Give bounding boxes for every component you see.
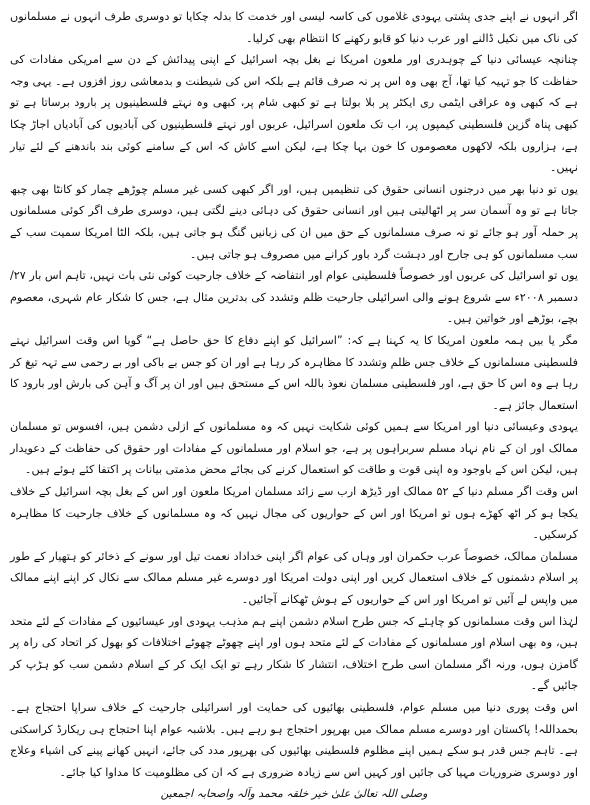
paragraph: مسلمان ممالک، خصوصاً عرب حکمران اور وہاں کی عوام اگر اپنی خداداد نعمت تیل اور سونے کے ذخائر کو ہتھیار کے طور پر اسلام دشمنوں کے خلاف استعمال کریں اور اپنی دولت امریکا اور دوسرے غیر مسلم ممالک سے نکال کر اپنے اپنے ممالک میں واپس لے آئیں تو امریکا اور اس کے حواریوں کے ہوش ٹھکانے آجائیں۔ (10, 549, 578, 607)
paragraph: یہودی وعیسائی دنیا اور امریکا سے ہمیں کوئی شکایت نہیں کہ وہ مسلمانوں کے ازلی دشمن ہیں، افسوس تو مسلمان ممالک اور ان کے نام نہاد مسلم سربراہوں پر ہے، جو اسلام اور مسلمانوں کے مفادات اور حقوق کی حفاظت کے دعویدار ہیں، لیکن اس کے باوجود وہ اپنی قوت و طاقت کو استعمال کرنے کی بجائے محض مذمتی بیانات پر اکتفا کئے ہوئے ہیں۔ (10, 420, 578, 477)
paragraph: اگر انہوں نے اپنے جدی پشتی یہودی غلاموں کی کاسہ لیسی اور خدمت کا بدلہ چکایا تو دوسری طرف انہوں نے مسلمانوں کی ناک میں نکیل ڈالنے اور عرب دنیا کو قابو رکھنے کا انتظام بھی کرلیا۔ (10, 10, 578, 45)
paragraph: اس وقت پوری دنیا میں مسلم عوام، فلسطینی بھائیوں کی حمایت اور اسرائیلی جارحیت کے خلاف سراپا احتجاج ہے۔ بحمداللہ! پاکستان اور دوسرے مسلم ممالک میں بھرپور احتجاج ہو رہے ہیں۔ بلاشبہ عوام اپنا احتجاج ہی ریکارڈ کراسکتی ہے۔ تاہم جس قدر ہو سکے ہمیں اپنے مظلوم فلسطینی بھائیوں کی بھرپور مدد کی جائے، انہیں کھانے پینے کی اشیاء وعلاج اور دوسری ضروریات مہیا کی جائیں اور کہیں اس سے زیادہ ضروری ہے کہ ان کی مظلومیت کا مداوا کیا جائے۔ (10, 701, 578, 779)
paragraph: چنانچہ عیسائی دنیا کے چوہدری اور ملعون امریکا نے بغل بچہ اسرائیل کے اپنی پیدائش کے دن سے امریکی مفادات کی حفاظت کا جو تہیہ کیا تھا، آج بھی وہ اس پر نہ صرف قائم ہے بلکہ اس کی شیطنت و بدمعاشی روز افزوں ہے۔ یہی وجہ ہے کہ کبھی وہ عراقی ایٹمی ری ایکٹر پر بلا بولتا ہے تو کبھی شام پر، کبھی وہ نہتے فلسطینیوں پر بارود برساتا ہے تو کبھی پناہ گزین فلسطینی کیمپوں پر، اب تک ملعون اسرائیل، عربوں اور نہتے فلسطینیوں کی آبادیوں کی آبادیاں اجاڑ چکا ہے، ہزاروں بلکہ لاکھوں معصوموں کا خون بہا چکا ہے، لیکن اسے کاش کہ اس کے سامنے کوئی بند باندھنے کے لئے تیار نہیں۔ (10, 53, 578, 175)
paragraph: مگر یا بیں ہمہ ملعون امریکا کا یہ کہنا ہے کہ: ”اسرائیل کو اپنے دفاع کا حق حاصل ہے“ گویا اس وقت اسرائیل نہتے فلسطینی مسلمانوں کے خلاف جس ظلم وتشدد کا مظاہرہ کر رہا ہے اور ان کو جس بے باکی اور بے رحمی سے تہہ تیغ کر رہا ہے وہ اس کا حق ہے، اور فلسطینی مسلمان نعوذ باللہ اس کے مستحق ہیں اور ان پر آگ و آہن کی بارش اور بارود کا استعمال جائز ہے۔ (10, 333, 578, 412)
closing-salutation: وصلی اللہ تعالیٰ علیٰ خیر خلقہ محمد وآلہ واصحابہ اجمعین (160, 787, 428, 801)
paragraph: یوں تو اسرائیل کی عربوں اور خصوصاً فلسطینی عوام اور انتفاضہ کے خلاف جارحیت کوئی نئی بات نہیں، تاہم اس بار ۲۷/ دسمبر ۲۰۰۸ء سے شروع ہونے والی اسرائیلی جارحیت ظلم وتشدد کی بدترین مثال ہے، جس کا شکار عام شہری، معصوم بچے، بوڑھے اور خواتین ہیں۔ (10, 269, 578, 326)
paragraph: لہٰذا اس وقت مسلمانوں کو چاہئے کہ جس طرح اسلام دشمن اپنے ہم مذہب یہودی اور عیسائیوں کے مفادات کے لئے متحد ہیں، وہ بھی اسلام اور مسلمانوں کے مفادات کے لئے متحد ہوں اور اپنے چھوٹے چھوٹے اختلافات کو بھول کر اتحاد کی راہ پر گامزن ہوں، ورنہ اگر مسلمان اسی طرح اختلاف، انتشار کا شکار رہے تو ایک ایک کر کے اسلام دشمن سب کو ہڑپ کر جائیں گے۔ (10, 614, 578, 693)
paragraph: یوں تو دنیا بھر میں درجنوں انسانی حقوق کی تنظیمیں ہیں، اور اگر کبھی کسی غیر مسلم چوڑھے چمار کو کانٹا بھی چبھ جاتا ہے تو وہ آسمان سر پر اٹھالیتی ہیں اور انسانی حقوق کی دہائی دینے لگتی ہیں، دوسری طرف اگر کوئی مسلمانوں پر حملہ آور ہو جائے تو نہ صرف مسلمانوں کے حق میں ان کی زبانیں گنگ ہو جاتی ہیں، بلکہ الٹا امریکا سمیت سب کے سب مسلمانوں کو ہی جارح اور دہشت گرد باور کرانے میں مصروف ہو جاتی ہیں۔ (10, 182, 578, 261)
paragraph: اس وقت اگر مسلم دنیا کے ۵۲ ممالک اور ڈیڑھ ارب سے زائد مسلمان امریکا ملعون اور اس کے بغل بچہ اسرائیل کے خلاف یکجا ہو کر اٹھ کھڑے ہوں تو امریکا اور اس کے حواریوں کی مجال نہیں کہ وہ مسلمانوں کے خلاف جارحیت کا مظاہرہ کرسکیں۔ (10, 485, 578, 542)
